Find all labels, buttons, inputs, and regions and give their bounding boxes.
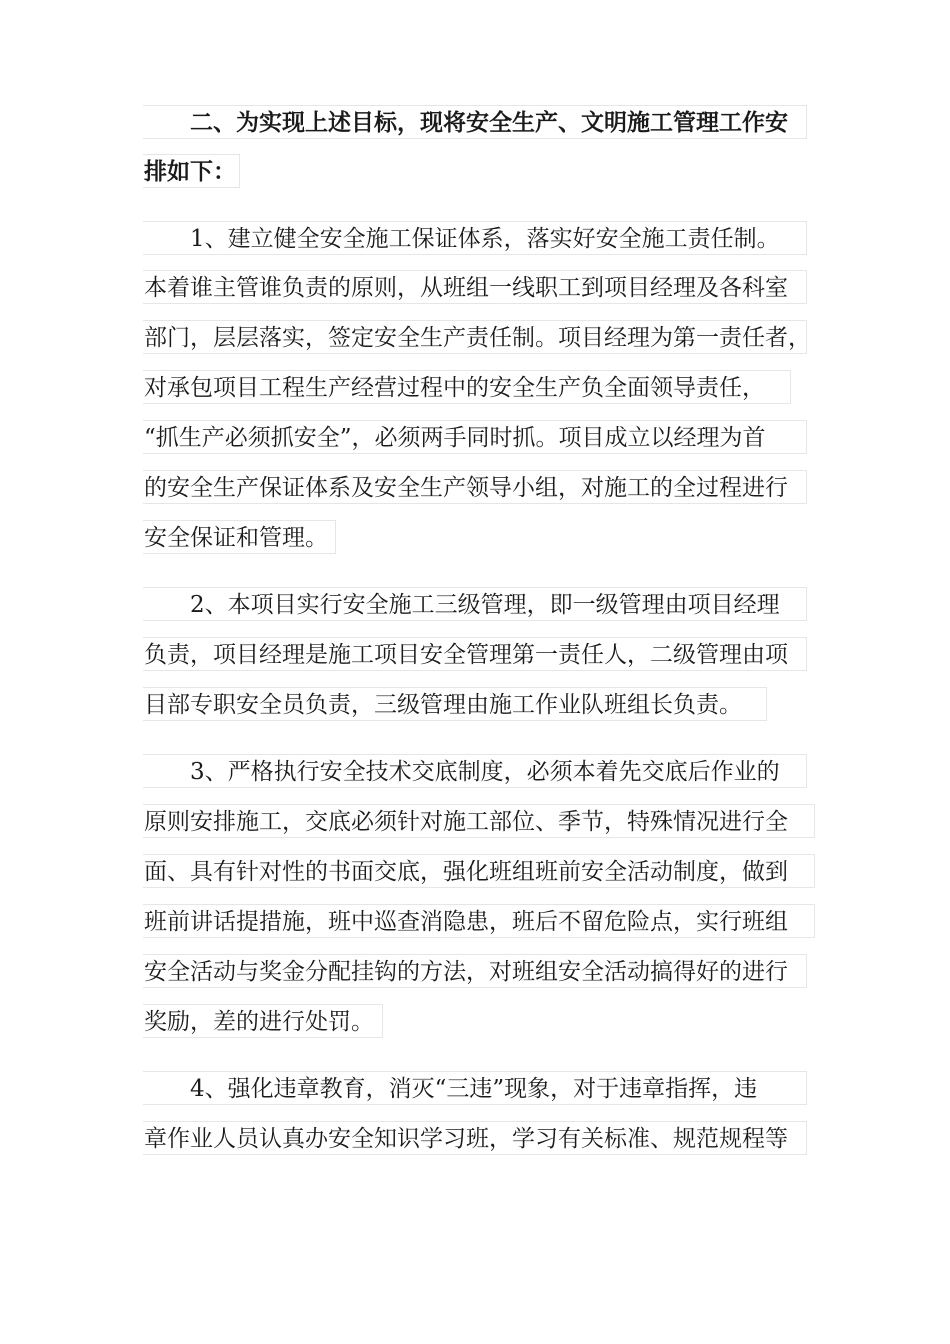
paragraph-2-line-2: 负责，项目经理是施工项目安全管理第一责任人，二级管理由项 <box>143 637 807 671</box>
paragraph-2-line-3: 目部专职安全员负责，三级管理由施工作业队班组长负责。 <box>143 687 767 721</box>
paragraph-2-line-1: 2、本项目实行安全施工三级管理，即一级管理由项目经理 <box>143 587 807 621</box>
paragraph-4-line-1: 4、强化违章教育，消灭“三违”现象，对于违章指挥，违 <box>143 1071 807 1105</box>
paragraph-3-line-4: 班前讲话提措施，班中巡查消隐患，班后不留危险点，实行班组 <box>143 904 815 938</box>
heading-line-1: 二、为实现上述目标，现将安全生产、文明施工管理工作安 <box>143 105 807 139</box>
paragraph-3-line-3: 面、具有针对性的书面交底，强化班组班前安全活动制度，做到 <box>143 854 815 888</box>
paragraph-1-line-3: 部门，层层落实，签定安全生产责任制。项目经理为第一责任者， <box>143 320 807 354</box>
paragraph-1-line-4: 对承包项目工程生产经营过程中的安全生产负全面领导责任， <box>143 370 791 404</box>
paragraph-1-line-1: 1、建立健全安全施工保证体系，落实好安全施工责任制。 <box>143 221 807 255</box>
paragraph-4-line-2: 章作业人员认真办安全知识学习班，学习有关标准、规范规程等 <box>143 1121 807 1155</box>
heading-line-2: 排如下： <box>143 154 240 188</box>
paragraph-1-line-5: “抓生产必须抓安全”，必须两手同时抓。项目成立以经理为首 <box>143 420 807 454</box>
paragraph-3-line-2: 原则安排施工，交底必须针对施工部位、季节，特殊情况进行全 <box>143 804 815 838</box>
paragraph-3-line-6: 奖励，差的进行处罚。 <box>143 1004 383 1038</box>
paragraph-3-line-5: 安全活动与奖金分配挂钩的方法，对班组安全活动搞得好的进行 <box>143 954 807 988</box>
paragraph-1-line-6: 的安全生产保证体系及安全生产领导小组，对施工的全过程进行 <box>143 470 807 504</box>
paragraph-1-line-7: 安全保证和管理。 <box>143 520 336 554</box>
paragraph-3-line-1: 3、严格执行安全技术交底制度，必须本着先交底后作业的 <box>143 754 807 788</box>
paragraph-1-line-2: 本着谁主管谁负责的原则，从班组一线职工到项目经理及各科室 <box>143 270 807 304</box>
